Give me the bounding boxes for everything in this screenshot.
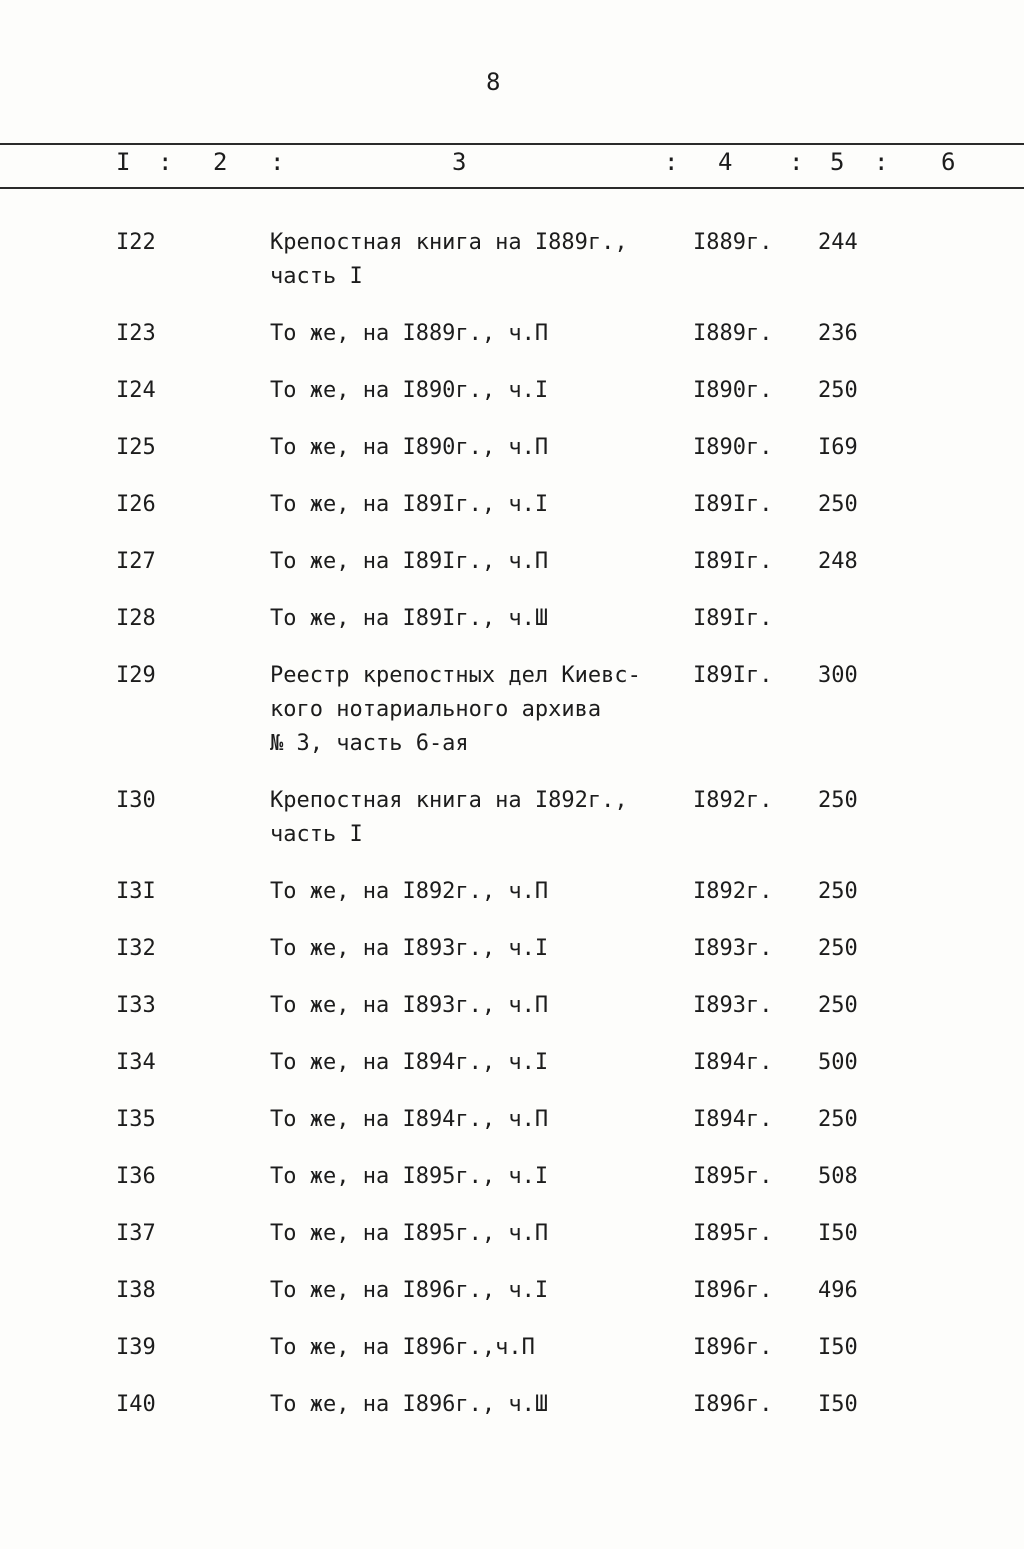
column-header-row: [0, 148, 1024, 182]
table-row: [0, 545, 1024, 579]
item-year: I89Iг.: [693, 606, 773, 631]
item-year: I896г.: [693, 1278, 773, 1303]
item-title: То же, на I89Iг., ч.I: [270, 492, 549, 517]
column-header-5: 5: [830, 148, 845, 176]
item-year: I893г.: [693, 993, 773, 1018]
table-row: [0, 1103, 1024, 1137]
item-title: То же, на I894г., ч.I: [270, 1050, 549, 1075]
column-header-1: I: [116, 148, 131, 176]
item-year: I890г.: [693, 435, 773, 460]
header-top-rule: [0, 143, 1024, 145]
table-row: [0, 1217, 1024, 1251]
table-row: [0, 374, 1024, 408]
column-header-4: 4: [718, 148, 733, 176]
table-row: [0, 317, 1024, 351]
item-sheet-count: 236: [818, 321, 858, 346]
item-sheet-count: 250: [818, 879, 858, 904]
table-row: [0, 1046, 1024, 1080]
table-row: [0, 488, 1024, 522]
item-year: I894г.: [693, 1107, 773, 1132]
item-year: I895г.: [693, 1164, 773, 1189]
item-year: I894г.: [693, 1050, 773, 1075]
table-row: [0, 932, 1024, 966]
item-number: I23: [116, 321, 156, 346]
item-title: То же, на I89Iг., ч.П: [270, 549, 549, 574]
table-row: [0, 875, 1024, 909]
item-number: I35: [116, 1107, 156, 1132]
item-title: То же, на I89Iг., ч.Ш: [270, 606, 549, 631]
column-header-separator: :: [789, 148, 804, 176]
column-header-separator: :: [158, 148, 173, 176]
item-title: То же, на I896г., ч.I: [270, 1278, 549, 1303]
column-header-2: 2: [213, 148, 228, 176]
item-sheet-count: I69: [818, 435, 858, 460]
item-title: То же, на I890г., ч.I: [270, 378, 549, 403]
item-number: I29: [116, 663, 156, 688]
table-row: [0, 602, 1024, 636]
item-title: То же, на I895г., ч.I: [270, 1164, 549, 1189]
item-year: I89Iг.: [693, 549, 773, 574]
item-number: I30: [116, 788, 156, 813]
item-title: То же, на I889г., ч.П: [270, 321, 549, 346]
item-sheet-count: 248: [818, 549, 858, 574]
item-year: I889г.: [693, 321, 773, 346]
item-sheet-count: I50: [818, 1392, 858, 1417]
column-header-separator: :: [270, 148, 285, 176]
item-sheet-count: 496: [818, 1278, 858, 1303]
item-number: I25: [116, 435, 156, 460]
item-sheet-count: 250: [818, 993, 858, 1018]
table-row: [0, 989, 1024, 1023]
column-header-separator: :: [664, 148, 679, 176]
table-row: [0, 431, 1024, 465]
item-number: I32: [116, 936, 156, 961]
item-sheet-count: 500: [818, 1050, 858, 1075]
item-year: I892г.: [693, 879, 773, 904]
item-title: То же, на I896г., ч.Ш: [270, 1392, 549, 1417]
item-title: То же, на I894г., ч.П: [270, 1107, 549, 1132]
item-year: I89Iг.: [693, 492, 773, 517]
table-row: [0, 1274, 1024, 1308]
item-number: I24: [116, 378, 156, 403]
item-year: I889г.: [693, 230, 773, 255]
item-sheet-count: 250: [818, 492, 858, 517]
inventory-table: [0, 226, 1024, 1445]
item-year: I896г.: [693, 1392, 773, 1417]
column-header-6: 6: [941, 148, 956, 176]
item-sheet-count: 250: [818, 1107, 858, 1132]
item-number: I3I: [116, 879, 156, 904]
item-number: I37: [116, 1221, 156, 1246]
column-header-3: 3: [452, 148, 467, 176]
item-number: I36: [116, 1164, 156, 1189]
item-number: I27: [116, 549, 156, 574]
item-title: То же, на I895г., ч.П: [270, 1221, 549, 1246]
table-row: [0, 784, 1024, 852]
item-year: I89Iг.: [693, 663, 773, 688]
item-sheet-count: 300: [818, 663, 858, 688]
item-title: То же, на I890г., ч.П: [270, 435, 549, 460]
item-title: То же, на I893г., ч.I: [270, 936, 549, 961]
item-number: I39: [116, 1335, 156, 1360]
item-sheet-count: 244: [818, 230, 858, 255]
item-sheet-count: 250: [818, 936, 858, 961]
item-year: I892г.: [693, 788, 773, 813]
item-title: Крепостная книга на I892г., часть I: [270, 788, 628, 847]
item-number: I28: [116, 606, 156, 631]
item-sheet-count: 250: [818, 788, 858, 813]
item-year: I895г.: [693, 1221, 773, 1246]
table-row: [0, 226, 1024, 294]
column-header-separator: :: [874, 148, 889, 176]
header-bottom-rule: [0, 187, 1024, 189]
table-row: [0, 1331, 1024, 1365]
item-year: I896г.: [693, 1335, 773, 1360]
table-row: [0, 659, 1024, 761]
item-number: I34: [116, 1050, 156, 1075]
item-year: I890г.: [693, 378, 773, 403]
item-sheet-count: I50: [818, 1335, 858, 1360]
item-number: I22: [116, 230, 156, 255]
item-number: I33: [116, 993, 156, 1018]
item-number: I38: [116, 1278, 156, 1303]
item-number: I40: [116, 1392, 156, 1417]
item-title: То же, на I896г.,ч.П: [270, 1335, 535, 1360]
table-row: [0, 1388, 1024, 1422]
item-sheet-count: 508: [818, 1164, 858, 1189]
item-year: I893г.: [693, 936, 773, 961]
item-sheet-count: 250: [818, 378, 858, 403]
item-sheet-count: I50: [818, 1221, 858, 1246]
table-row: [0, 1160, 1024, 1194]
item-number: I26: [116, 492, 156, 517]
item-title: То же, на I892г., ч.П: [270, 879, 549, 904]
item-title: Реестр крепостных дел Киевс- кого нотариального архива № 3, часть 6-ая: [270, 663, 641, 756]
item-title: То же, на I893г., ч.П: [270, 993, 549, 1018]
page-number: 8: [486, 68, 501, 96]
item-title: Крепостная книга на I889г., часть I: [270, 230, 628, 289]
